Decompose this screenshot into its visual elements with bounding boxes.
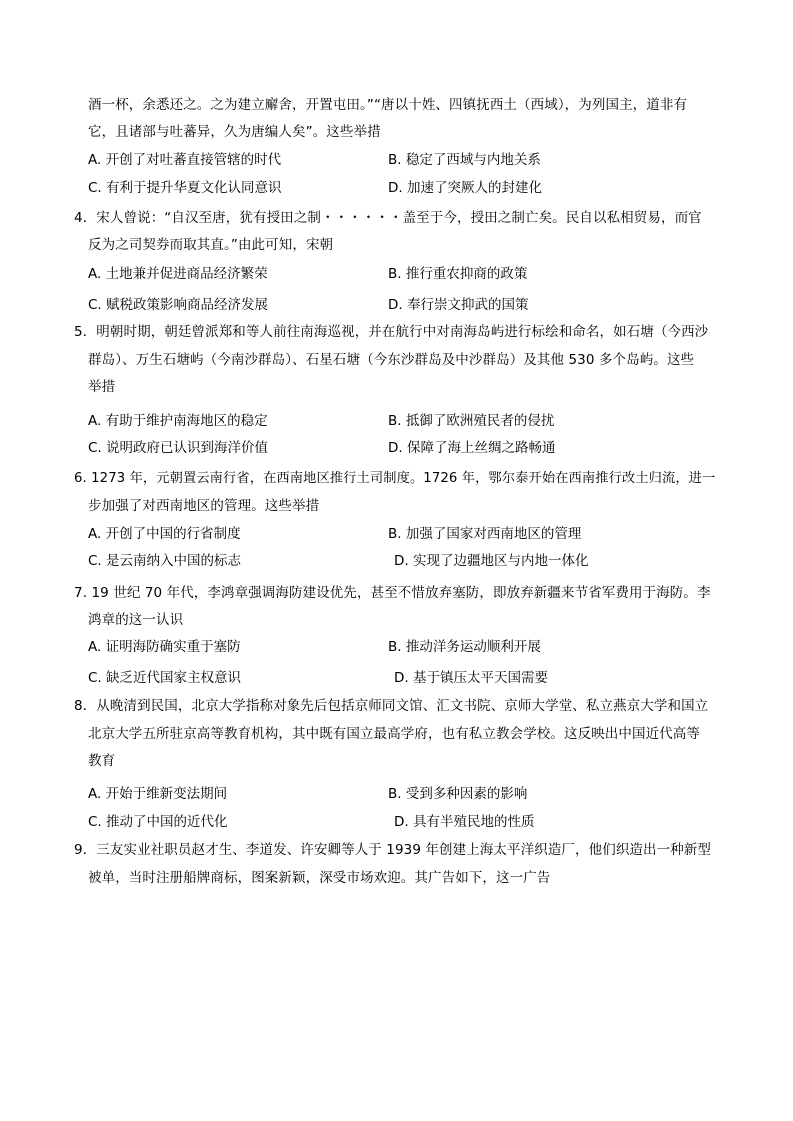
- q7-option-a: A. 证明海防确实重于塞防: [88, 639, 241, 655]
- q8-stem-line-3: 教育: [88, 753, 116, 769]
- q5-option-a: A. 有助于维护南海地区的稳定: [88, 413, 268, 429]
- q9-stem-line-1: 9．三友实业社职员赵才生、李道发、许安卿等人于 1939 年创建上海太平洋织造厂，他们织造出一种新型: [74, 842, 712, 858]
- q5-stem-line-3: 举措: [88, 379, 116, 395]
- q8-option-a: A. 开始于维新变法期间: [88, 786, 228, 802]
- q5-stem-line-1: 5．明朝时期，朝廷曾派郑和等人前往南海巡视，并在航行中对南海岛屿进行标绘和命名，如石塘（今西沙: [74, 324, 709, 340]
- q8-stem-line-1: 8．从晚清到民国，北京大学指称对象先后包括京师同文馆、汇文书院、京师大学堂、私立燕京大学和国立: [74, 698, 709, 714]
- q5-option-d: D. 保障了海上丝绸之路畅通: [388, 440, 556, 456]
- q6-option-c: C. 是云南纳入中国的标志: [88, 553, 242, 569]
- q8-option-b: B. 受到多种因素的影响: [388, 786, 528, 802]
- q4-option-c: C. 赋税政策影响商品经济发展: [88, 297, 269, 313]
- q3-option-c: C. 有利于提升华夏文化认同意识: [88, 180, 282, 196]
- q8-option-d: D. 具有半殖民地的性质: [394, 814, 535, 830]
- q5-option-b: B. 抵御了欧洲殖民者的侵扰: [388, 413, 555, 429]
- q8-stem-line-2: 北京大学五所驻京高等教育机构，其中既有国立最高学府，也有私立教会学校。这反映出中国近代高等: [88, 726, 700, 742]
- q5-option-c: C. 说明政府已认识到海洋价值: [88, 440, 269, 456]
- q7-stem-line-2: 鸿章的这一认识: [88, 612, 184, 628]
- q4-stem-line-1: 4．宋人曾说：“自汉至唐，犹有授田之制・・・・・・盖至于今，授田之制亡矣。民自以私相贸易，而官: [74, 210, 702, 226]
- q6-stem-line-1: 6. 1273 年，元朝置云南行省，在西南地区推行土司制度。1726 年，鄂尔泰开始在西南推行改土归流，进一: [74, 471, 716, 486]
- q7-stem-line-1: 7. 19 世纪 70 年代，李鸿章强调海防建设优先，甚至不惜放弃塞防，即放弃新疆来节省军费用于海防。李: [74, 585, 711, 601]
- q3-option-d: D. 加速了突厥人的封建化: [388, 180, 542, 196]
- q3-option-b: B. 稳定了西域与内地关系: [388, 152, 541, 168]
- q6-option-b: B. 加强了国家对西南地区的管理: [388, 526, 582, 542]
- q7-option-d: D. 基于镇压太平天国需要: [394, 670, 548, 686]
- q6-option-a: A. 开创了中国的行省制度: [88, 526, 241, 542]
- q7-option-b: B. 推动洋务运动顺利开展: [388, 639, 541, 655]
- q4-option-b: B. 推行重农抑商的政策: [388, 266, 528, 282]
- q3-option-a: A. 开创了对吐蕃直接管辖的时代: [88, 152, 282, 168]
- q9-stem-line-2: 被单，当时注册船牌商标，图案新颖，深受市场欢迎。其广告如下，这一广告: [88, 870, 551, 886]
- q3-stem-line-2: 它，且诸部与吐蕃异，久为唐编人矣”。这些举措: [88, 124, 381, 140]
- q4-option-a: A. 土地兼并促进商品经济繁荣: [88, 266, 268, 282]
- q4-stem-line-2: 反为之司契券而取其直。”由此可知，宋朝: [88, 237, 334, 253]
- q5-stem-line-2: 群岛）、万生石塘屿（今南沙群岛）、石星石塘（今东沙群岛及中沙群岛）及其他 530 多个岛屿。这些: [88, 352, 695, 368]
- q6-stem-line-2: 步加强了对西南地区的管理。这些举措: [88, 498, 320, 514]
- q7-option-c: C. 缺乏近代国家主权意识: [88, 670, 242, 686]
- q4-option-d: D. 奉行崇文抑武的国策: [388, 297, 529, 313]
- q6-option-d: D. 实现了边疆地区与内地一体化: [394, 553, 589, 569]
- q3-stem-line-1: 酒一杯，余悉还之。之为建立廨舍，开置屯田。”“唐以十姓、四镇抚西土（西域），为列国主，道非有: [88, 97, 688, 113]
- q8-option-c: C. 推动了中国的近代化: [88, 814, 228, 830]
